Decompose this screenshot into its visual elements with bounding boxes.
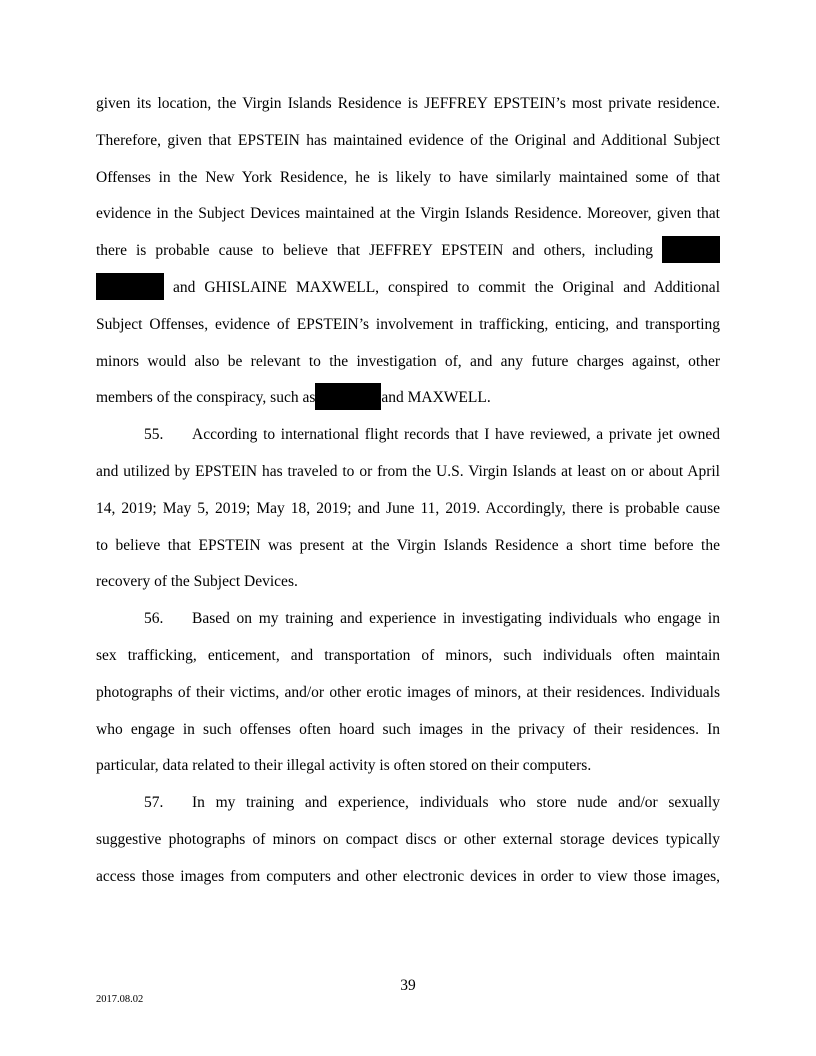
body-text <box>96 86 720 896</box>
text-segment: Based on my training and experience in investigating individuals who engage in <box>192 610 720 628</box>
text-line: Therefore, given that EPSTEIN has maintained evidence of the Original and Additional Subject <box>96 131 720 149</box>
paragraph-57-first-line <box>96 785 720 822</box>
text-line: given its location, the Virgin Islands Residence is JEFFREY EPSTEIN’s most private residence. <box>96 95 720 112</box>
paragraph-number: 56. <box>144 610 164 628</box>
redaction-block <box>315 383 381 410</box>
text-line <box>96 380 720 417</box>
text-segment: and MAXWELL. <box>381 389 491 407</box>
paragraph-55-first-line <box>96 417 720 454</box>
text-line: Subject Offenses, evidence of EPSTEIN’s involvement in trafficking, enticing, and transporting <box>96 315 720 333</box>
text-segment: According to international flight records that I have reviewed, a private jet owned <box>192 426 720 444</box>
text-line: suggestive photographs of minors on compact discs or other external storage devices typically <box>96 830 720 848</box>
paragraph-56-first-line <box>96 601 720 638</box>
text-line: particular, data related to their illegal activity is often stored on their computers. <box>96 757 592 775</box>
paragraph-number: 57. <box>144 794 164 812</box>
redaction-block <box>96 273 164 300</box>
text-line: sex trafficking, enticement, and transportation of minors, such individuals often maintain <box>96 646 720 664</box>
text-line: who engage in such offenses often hoard such images in the privacy of their residences. In <box>96 720 720 738</box>
text-line: 14, 2019; May 5, 2019; May 18, 2019; and June 11, 2019. Accordingly, there is probable cause <box>96 499 720 517</box>
text-segment: In my training and experience, individuals who store nude and/or sexually <box>192 794 720 812</box>
text-line: Offenses in the New York Residence, he is likely to have similarly maintained some of that <box>96 168 720 186</box>
text-segment: members of the conspiracy, such as <box>96 389 316 407</box>
page-number: 39 <box>400 977 416 994</box>
text-line: evidence in the Subject Devices maintained at the Virgin Islands Residence. Moreover, given that <box>96 205 720 223</box>
text-line: access those images from computers and other electronic devices in order to view those images, <box>96 867 720 885</box>
redaction-block <box>662 236 720 263</box>
text-line <box>96 233 720 270</box>
text-line: minors would also be relevant to the investigation of, and any future charges against, other <box>96 352 720 370</box>
text-line: and utilized by EPSTEIN has traveled to or from the U.S. Virgin Islands at least on or about April <box>96 462 720 480</box>
footer-date: 2017.08.02 <box>96 994 144 1005</box>
paragraph-number: 55. <box>144 426 164 444</box>
text-line: recovery of the Subject Devices. <box>96 573 298 591</box>
text-line: photographs of their victims, and/or other erotic images of minors, at their residences. Individuals <box>96 683 720 701</box>
text-segment: and GHISLAINE MAXWELL, conspired to commit the Original and Additional <box>172 278 720 296</box>
text-segment: there is probable cause to believe that JEFFREY EPSTEIN and others, including <box>96 242 653 260</box>
text-line: to believe that EPSTEIN was present at the Virgin Islands Residence a short time before the <box>96 536 720 554</box>
text-line <box>96 270 720 307</box>
